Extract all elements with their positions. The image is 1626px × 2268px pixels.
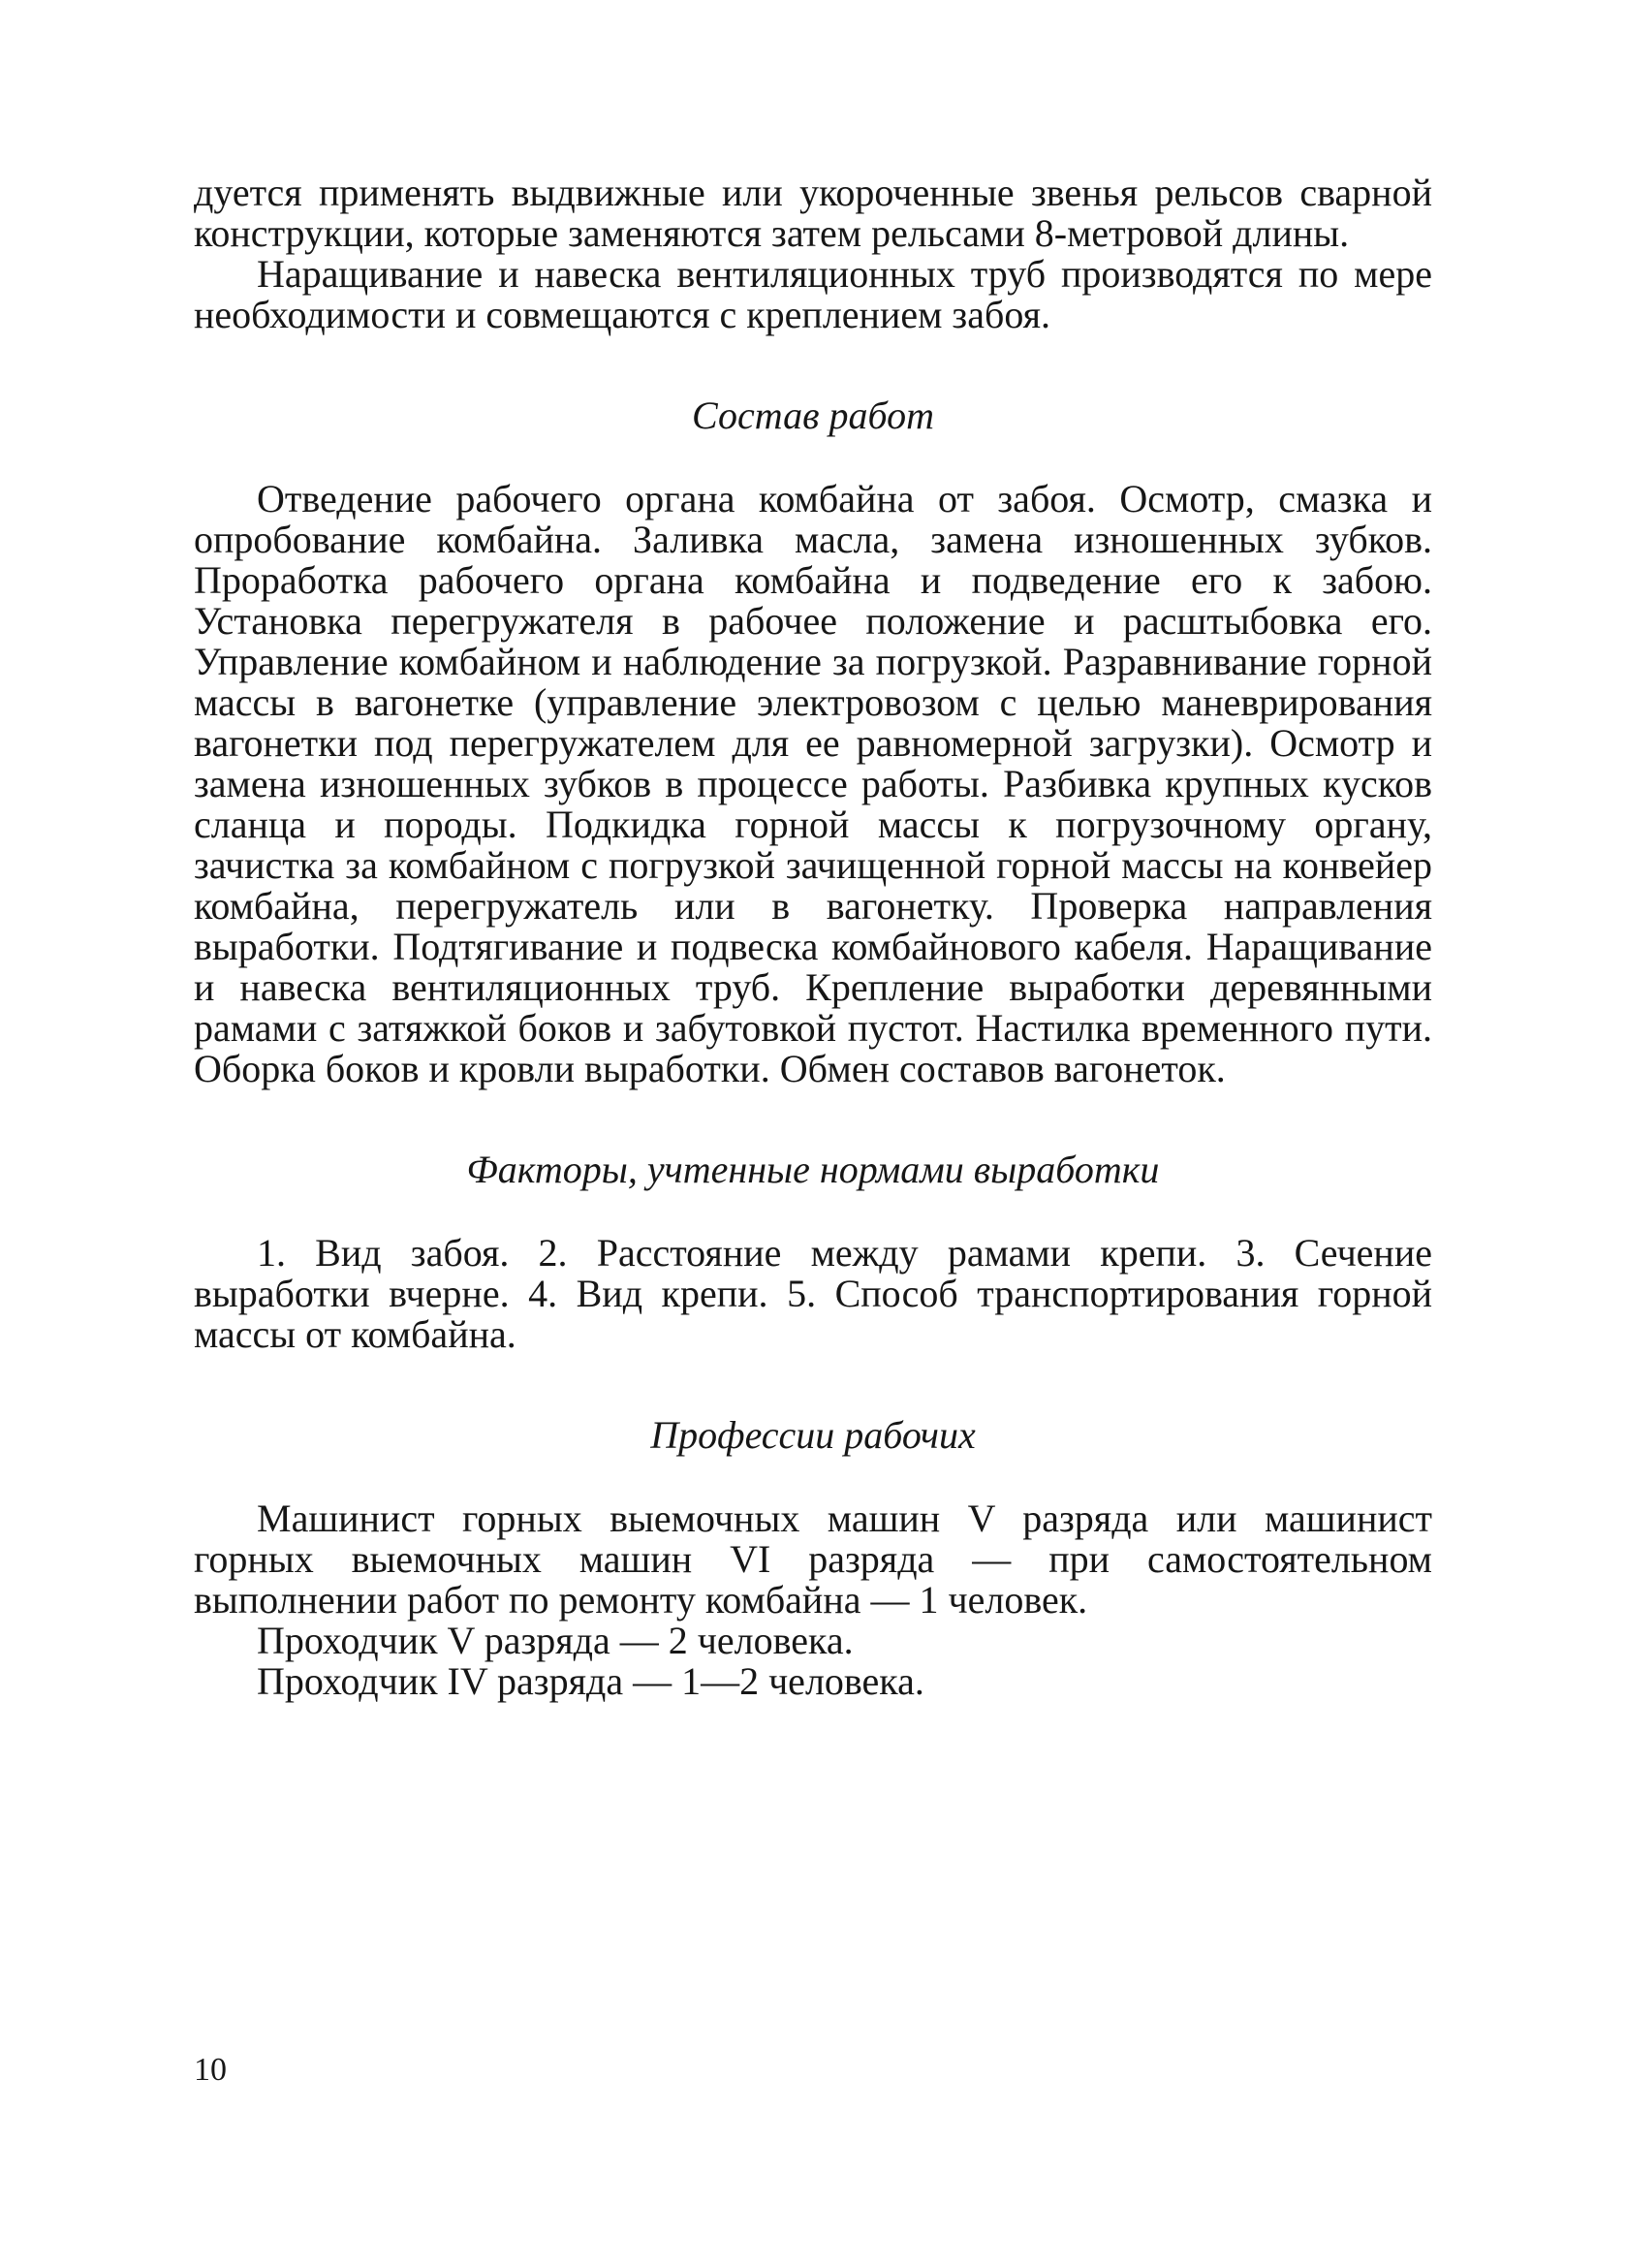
profession-paragraph-1: Машинист горных выемочных машин V разряда или машинист горных выемочных машин VI разряда — при самостоятельном выполнении работ по ремонту комбайна — 1 человек. <box>194 1496 1432 1622</box>
section-heading-work-composition: Состав работ <box>692 394 934 437</box>
intro-paragraph-1: дуется применять выдвижные или укороченные звенья рельсов сварной конструкции, которые заменяются затем рельсами 8-метровой длины. <box>194 171 1432 255</box>
work-composition-paragraph: Отведение рабочего органа комбайна от забоя. Осмотр, смазка и опробование комбайна. Заливка масла, замена изношенных зубков. Проработка рабочего органа комбайна и подведение его к забою. Установка перегружателя в рабочее положение и расштыбовка его. Управление комбайном и наблюдение за погрузкой. Разравнивание горной массы в вагонетке (управление электровозом с целью маневрирования вагонетки под перегружателем для ее равномерной загрузки). Осмотр и замена изношенных зубков в процессе работы. Разбивка крупных кусков сланца и породы. Подкидка горной массы к погрузочному органу, зачистка за комбайном с погрузкой зачищенной горной массы на конвейер комбайна, перегружатель или в вагонетку. Проверка направления выработки. Подтягивание и подвеска комбайнового кабеля. Наращивание и навеска вентиляционных труб. Крепление выработки деревянными рамами с затяжкой боков и забутовкой пустот. Настилка временного пути. Оборка боков и кровли выработки. Обмен составов вагонеток. <box>194 477 1432 1090</box>
intro-paragraph-2: Наращивание и навеска вентиляционных труб производятся по мере необходимости и совмещаются с креплением забоя. <box>194 252 1432 336</box>
page-number: 10 <box>194 2052 227 2088</box>
factors-paragraph: 1. Вид забоя. 2. Расстояние между рамами крепи. 3. Сечение выработки вчерне. 4. Вид крепи. 5. Способ транспортирования горной массы от комбайна. <box>194 1231 1432 1356</box>
section-heading-factors: Факторы, учтенные нормами выработки <box>466 1148 1160 1191</box>
profession-paragraph-3: Проходчик IV разряда — 1—2 человека. <box>257 1659 924 1703</box>
section-heading-worker-professions: Профессии рабочих <box>650 1413 976 1457</box>
profession-paragraph-2: Проходчик V разряда — 2 человека. <box>257 1619 854 1662</box>
page-content <box>194 173 1432 1702</box>
